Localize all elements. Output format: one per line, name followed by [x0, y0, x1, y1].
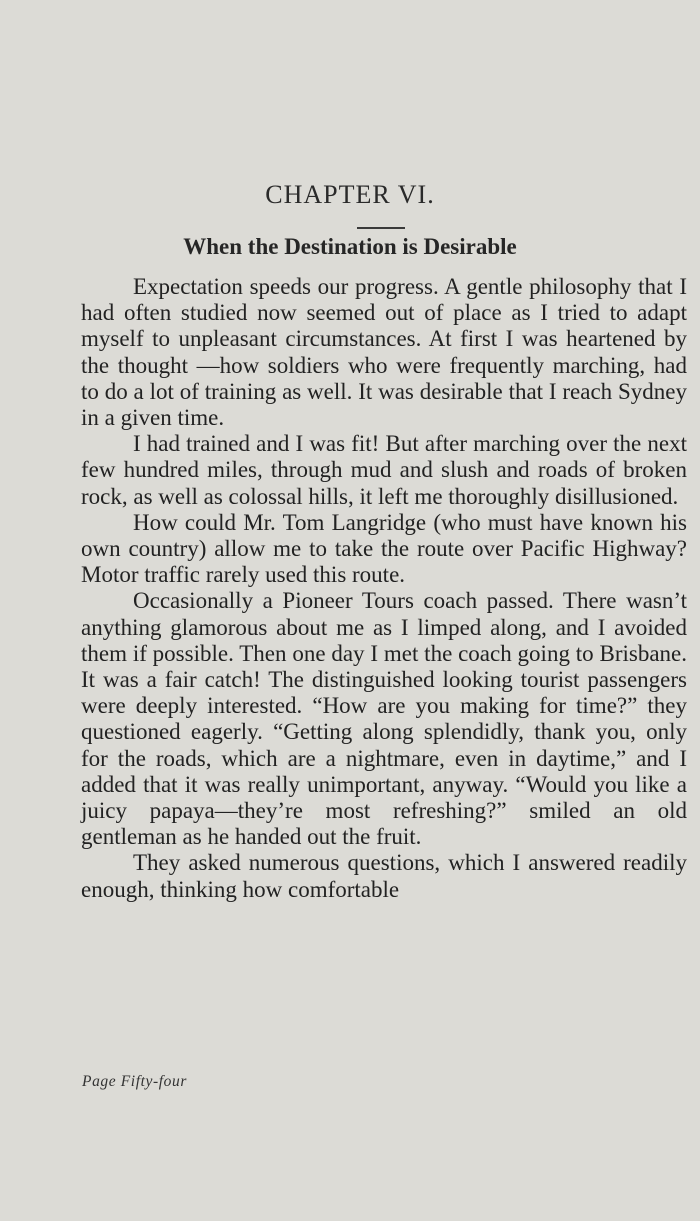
chapter-heading: CHAPTER VI.	[265, 180, 435, 209]
page-number-label: Page Fifty-four	[82, 1073, 187, 1090]
heading-divider	[357, 227, 405, 229]
paragraph: They asked numerous questions, which I answered readily enough, thinking how comfortable	[81, 850, 687, 902]
paragraph: I had trained and I was fit! But after marching over the next few hundred miles, through mud and slush and roads of broken rock, as well as colossal hills, it left me thoroughly disillusioned.	[81, 431, 687, 509]
paragraph: Occasionally a Pioneer Tours coach passed. There wasn’t anything glamorous about me as I limped along, and I avoided them if possible. Then one day I met the coach going to Brisbane. It was a fair catch! The distinguished looking tourist passengers were deeply interested. “How are you making for time?” they questioned eagerly. “Getting along splendidly, thank you, only for the roads, which are a nightmare, even in daytime,” and I added that it was really unimportant, anyway. “Would you like a juicy papaya—they’re most refreshing?” smiled an old gentleman as he handed out the fruit.	[81, 588, 687, 850]
body-text	[81, 274, 687, 903]
paragraph: Expectation speeds our progress. A gentle philosophy that I had often studied now seemed out of place as I tried to adapt myself to unpleasant circumstances. At first I was heartened by the thought —how soldiers who were frequently marching, had to do a lot of training as well. It was desirable that I reach Sydney in a given time.	[81, 274, 687, 431]
paragraph: How could Mr. Tom Langridge (who must have known his own country) allow me to take the route over Pacific Highway? Motor traffic rarely used this route.	[81, 509, 687, 588]
chapter-subtitle: When the Destination is Desirable	[183, 234, 517, 259]
